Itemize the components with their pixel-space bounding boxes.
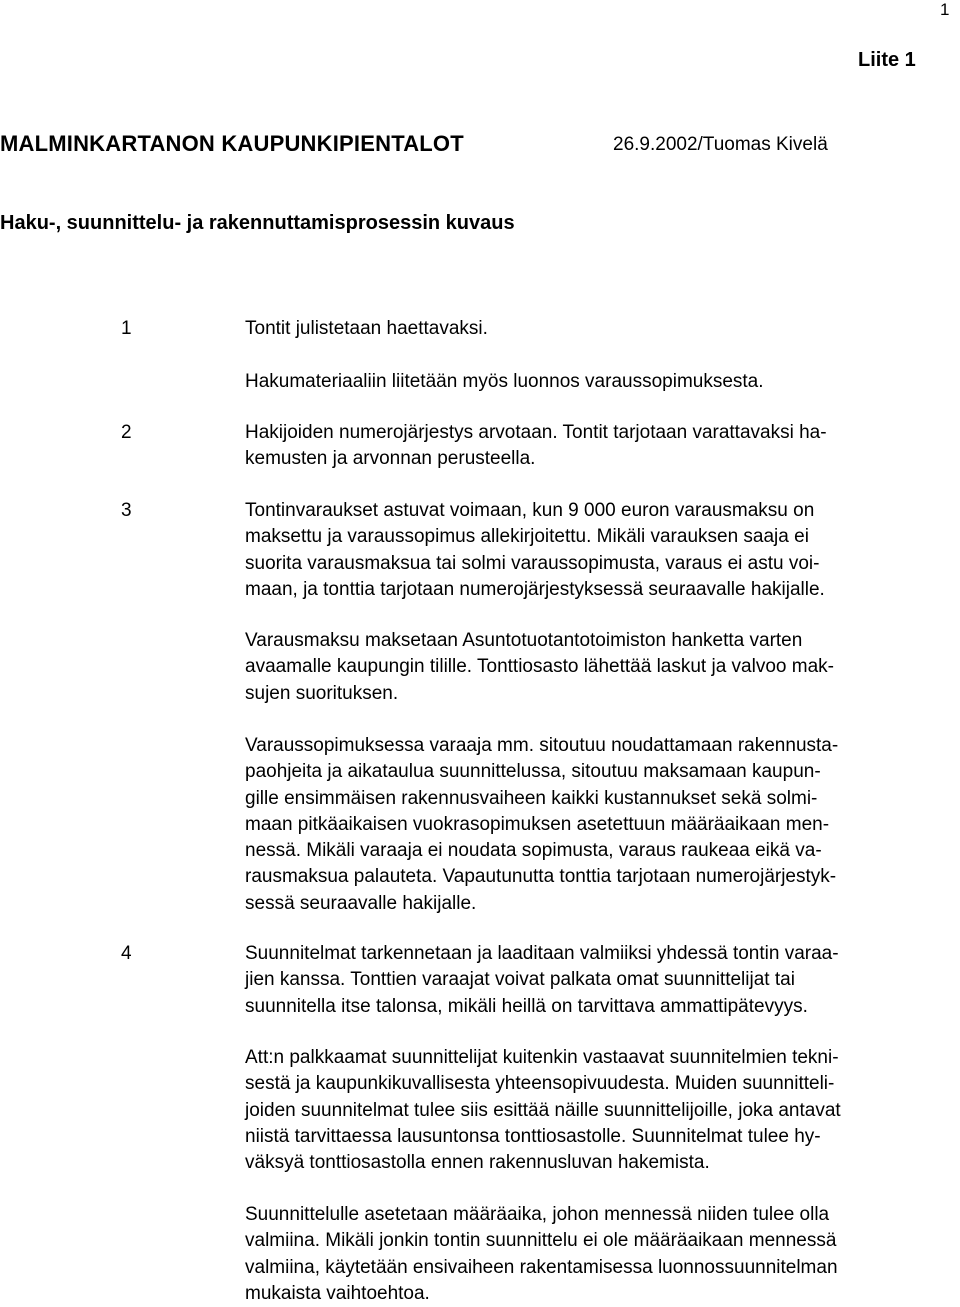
text-line: kemusten ja arvonnan perusteella. <box>245 448 536 470</box>
step-number-4: 4 <box>121 943 132 964</box>
text-line: Varaussopimuksessa varaaja mm. sitoutuu noudattamaan rakennusta- <box>245 735 839 756</box>
text-line: suunnitella itse talonsa, mikäli heillä on tarvittava ammattipätevyys. <box>245 995 808 1017</box>
text-line: maan, ja tonttia tarjotaan numerojärjestyksessä seuraavalle hakijalle. <box>245 578 825 600</box>
step-number-3: 3 <box>121 500 132 521</box>
text-line: mukaista vaihtoehtoa. <box>245 1282 430 1304</box>
step-3-paragraph-3 <box>245 733 960 917</box>
text-line: paohjeita ja aikataulua suunnittelussa, sitoutuu maksamaan kaupun- <box>245 761 821 783</box>
step-4-paragraph-1 <box>245 941 960 1020</box>
document-title: MALMINKARTANON KAUPUNKIPIENTALOT <box>0 131 464 156</box>
text-line: Tontit julistetaan haettavaksi. <box>245 318 488 339</box>
step-3-paragraph-1 <box>245 498 960 603</box>
text-line: sessä seuraavalle hakijalle. <box>245 892 477 914</box>
text-line: maksettu ja varaussopimus allekirjoitettu. Mikäli varauksen saaja ei <box>245 526 809 548</box>
text-line: Hakijoiden numerojärjestys arvotaan. Tontit tarjotaan varattavaksi ha- <box>245 422 827 443</box>
text-line: Att:n palkkaamat suunnittelijat kuitenkin vastaavat suunnitelmien tekni- <box>245 1047 839 1068</box>
step-2-paragraph-1 <box>245 420 960 473</box>
text-line: sujen suorituksen. <box>245 682 399 704</box>
date-author: 26.9.2002/Tuomas Kivelä <box>613 134 828 155</box>
step-1-paragraph-1 <box>245 316 960 342</box>
step-3-paragraph-2 <box>245 628 960 707</box>
text-line: maan pitkäaikaisen vuokrasopimuksen asetettuun määräaikaan men- <box>245 813 830 835</box>
text-line: gille ensimmäisen rakennusvaiheen kaikki kustannukset sekä solmi- <box>245 787 818 809</box>
text-line: Suunnittelulle asetetaan määräaika, johon mennessä niiden tulee olla <box>245 1204 830 1225</box>
step-4-paragraph-2 <box>245 1045 960 1176</box>
text-line: joiden suunnitelmat tulee siis esittää näille suunnittelijoille, joka antavat <box>245 1099 841 1121</box>
text-line: suorita varausmaksua tai solmi varaussopimusta, varaus ei astu voi- <box>245 552 820 574</box>
step-number-1: 1 <box>121 318 132 339</box>
text-line: rausmaksua palauteta. Vapautunutta tonttia tarjotaan numerojärjestyk- <box>245 866 837 888</box>
text-line: valmiina, käytetään ensivaiheen rakentamisessa luonnossuunnitelman <box>245 1256 838 1278</box>
text-line: avaamalle kaupungin tilille. Tonttiosasto lähettää laskut ja valvoo mak- <box>245 656 834 678</box>
text-line: niistä tarvittaessa lausuntonsa tonttiosastolle. Suunnitelmat tulee hy- <box>245 1125 821 1147</box>
text-line: Suunnitelmat tarkennetaan ja laaditaan valmiiksi yhdessä tontin varaa- <box>245 943 839 964</box>
document-subtitle: Haku-, suunnittelu- ja rakennuttamisprosessin kuvaus <box>0 212 515 234</box>
text-line: väksyä tonttiosastolla ennen rakennusluvan hakemista. <box>245 1152 710 1174</box>
attachment-label: Liite 1 <box>858 49 916 71</box>
text-line: sestä ja kaupunkikuvallisesta yhteensopivuudesta. Muiden suunnitteli- <box>245 1073 835 1095</box>
text-line: valmiina. Mikäli jonkin tontin suunnittelu ei ole määräaikaan mennessä <box>245 1230 837 1252</box>
page-number: 1 <box>940 0 950 19</box>
text-line: jien kanssa. Tonttien varaajat voivat palkata omat suunnittelijat tai <box>245 969 795 991</box>
text-line: Hakumateriaaliin liitetään myös luonnos varaussopimuksesta. <box>245 371 764 392</box>
text-line: Tontinvaraukset astuvat voimaan, kun 9 000 euron varausmaksu on <box>245 500 815 521</box>
text-line: nessä. Mikäli varaaja ei noudata sopimusta, varaus raukeaa eikä va- <box>245 840 822 862</box>
step-4-paragraph-3 <box>245 1202 960 1307</box>
step-1-paragraph-2 <box>245 369 960 395</box>
text-line: Varausmaksu maksetaan Asuntotuotantotoimiston hanketta varten <box>245 630 803 651</box>
step-number-2: 2 <box>121 422 132 443</box>
